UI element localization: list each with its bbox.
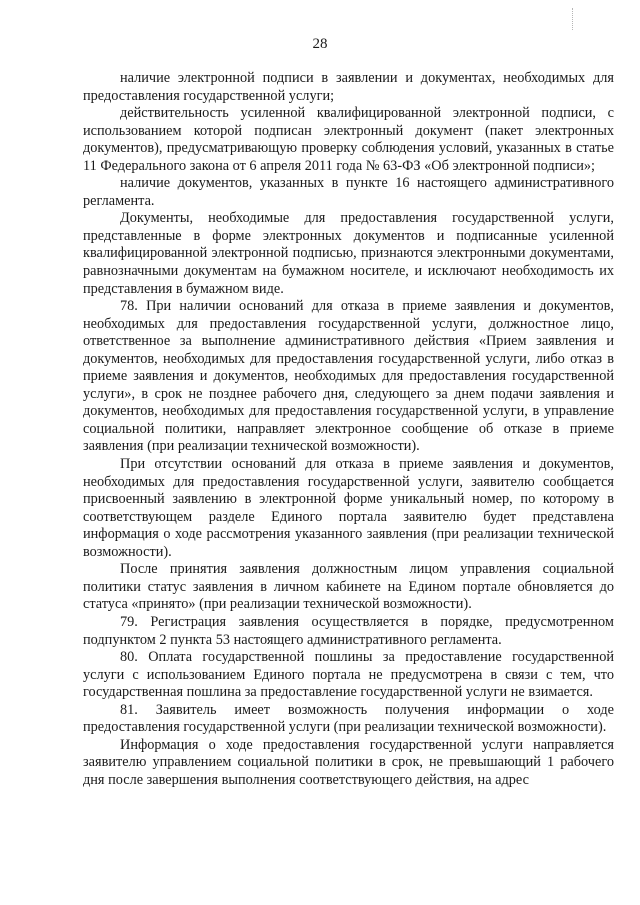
paragraph-signature-presence: наличие электронной подписи в заявлении и документах, необходимых для предоставления государственной услуги;	[83, 70, 614, 104]
paragraph-unique-number: При отсутствии оснований для отказа в приеме заявления и документов, необходимых для предоставления государственной услуги, заявителю сообщается присвоенный заявлению в электронной форме уникальный номер, по которому в соответствующем разделе Единого портала заявителю будет представлена информация о ходе рассмотрения указанного заявления (при реализации технической возможности).	[83, 456, 614, 560]
page-number: 28	[312, 36, 328, 52]
paragraph-item-78: 78. При наличии оснований для отказа в приеме заявления и документов, необходимых для предоставления государственной услуги, должностное лицо, ответственное за выполнение административного действия «Прием заявления и документов, необходимых для предоставления государственной услуги, либо отказ в приеме заявления и документов, необходимых для предоставления государственной услуги», в срок не позднее рабочего дня, следующего за днем подачи заявления и документов, необходимых для предоставления государственной услуги, в управление социальной политики, направляет электронное сообщение об отказе в приеме заявления (при реализации технической возможности).	[83, 298, 614, 455]
paragraph-signature-validity: действительность усиленной квалифицированной электронной подписи, с использованием которой подписан электронный документ (пакет электронных документов), предусматривающую проверку соблюдения условий, указанных в статье 11 Федерального закона от 6 апреля 2011 года № 63-ФЗ «Об электронной подписи»;	[83, 105, 614, 174]
paragraph-item-81: 81. Заявитель имеет возможность получения информации о ходе предоставления государственной услуги (при реализации технической возможности).	[83, 701, 614, 736]
body-text	[83, 70, 614, 789]
paragraph-documents-presence: наличие документов, указанных в пункте 16 настоящего административного регламента.	[83, 175, 614, 209]
paragraph-item-79: 79. Регистрация заявления осуществляется в порядке, предусмотренном подпунктом 2 пункта 53 настоящего административного регламента.	[83, 613, 614, 648]
paragraph-item-80: 80. Оплата государственной пошлины за предоставление государственной услуги с использованием Единого портала не предусмотрена в связи с тем, что государственная пошлина за предоставление государственной услуги не взимается.	[83, 649, 614, 701]
paragraph-status-accepted: После принятия заявления должностным лицом управления социальной политики статус заявления в личном кабинете на Едином портале обновляется до статуса «принято» (при реализации технической возможности).	[83, 561, 614, 613]
scan-edge-mark	[572, 8, 574, 30]
paragraph-progress-info: Информация о ходе предоставления государственной услуги направляется заявителю управлением социальной политики в срок, не превышающий 1 рабочего дня после завершения выполнения соответствующего действия, на адрес	[83, 736, 614, 788]
paragraph-electronic-equivalence: Документы, необходимые для предоставления государственной услуги, представленные в форме электронных документов и подписанные усиленной квалифицированной электронной подписью, признаются электронными документами, равнозначными документам на бумажном носителе, и исключают необходимость их представления в бумажном виде.	[83, 210, 614, 297]
